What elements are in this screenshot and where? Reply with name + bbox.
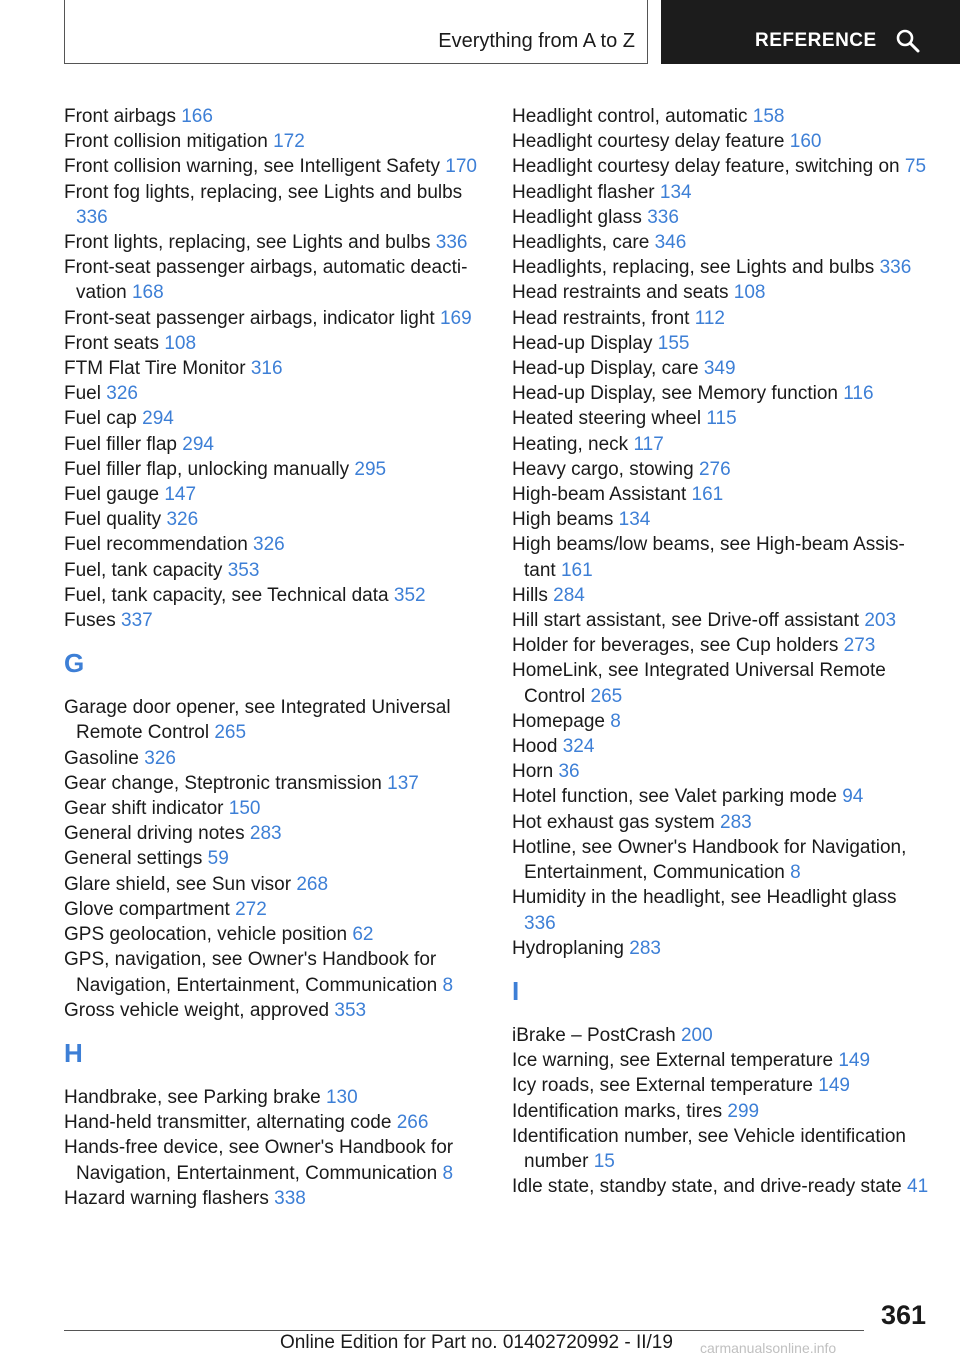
index-entry-page-link[interactable]: 324 [562, 736, 595, 758]
index-entry [64, 532, 484, 557]
index-entry-page-link[interactable]: 295 [354, 458, 387, 480]
header-section-box[interactable] [661, 0, 960, 64]
index-entry-text: FTM Flat Tire Monitor [64, 358, 246, 380]
index-entry-page-link[interactable]: 62 [352, 924, 374, 946]
index-entry [64, 1135, 484, 1185]
index-entry-text: HomeLink, see Integrated Universal Remote Control [512, 660, 886, 707]
index-column-left [64, 104, 484, 1211]
index-entry-text: Headlight courtesy delay feature [512, 131, 785, 153]
index-entry-text: Front lights, replacing, see Lights and bulbs [64, 232, 431, 254]
index-entry-text: Fuses [64, 610, 116, 632]
index-entry-page-link[interactable]: 336 [647, 206, 679, 228]
index-entry-text: Head-up Display, care [512, 358, 699, 380]
index-entry-text: Front-seat passenger airbags, automatic deacti-vation [64, 257, 468, 304]
index-entry-text: Gross vehicle weight, approved [64, 999, 330, 1021]
index-entry-text: Gear shift indicator [64, 798, 224, 820]
index-entry [512, 381, 932, 406]
index-entry-page-link[interactable]: 15 [593, 1150, 615, 1172]
index-entry [64, 998, 484, 1023]
index-entry-page-link[interactable]: 108 [164, 332, 197, 354]
index-entry-page-link[interactable]: 326 [106, 383, 138, 405]
index-entry-text: Ice warning, see External temperature [512, 1050, 834, 1072]
index-entry-page-link[interactable]: 8 [790, 862, 801, 884]
index-entry [64, 507, 484, 532]
index-entry-page-link[interactable]: 149 [838, 1050, 871, 1072]
index-entry [512, 1073, 932, 1098]
index-entry [512, 885, 932, 935]
index-entry-page-link[interactable]: 200 [680, 1024, 713, 1046]
index-entry [512, 129, 932, 154]
index-entry-page-link[interactable]: 349 [703, 358, 736, 380]
index-entry-page-link[interactable]: 352 [393, 584, 426, 606]
search-icon[interactable] [895, 28, 921, 54]
index-entry-text: Head-up Display [512, 332, 653, 354]
index-entry-page-link[interactable]: 134 [659, 181, 692, 203]
index-entry-text: Heavy cargo, stowing [512, 458, 694, 480]
index-entry [64, 381, 484, 406]
index-entry [512, 482, 932, 507]
index-entry-page-link[interactable]: 336 [524, 912, 556, 934]
index-entry-page-link[interactable]: 75 [904, 156, 927, 178]
index-entry-text: Fuel filler flap, unlocking manually [64, 458, 350, 480]
index-entry-text: Fuel, tank capacity [64, 559, 223, 581]
header-section-label: REFERENCE [755, 30, 877, 51]
index-entry [64, 1110, 484, 1135]
index-entry-text: Hotel function, see Valet parking mode [512, 786, 837, 808]
index-entry-text: Headlight control, automatic [512, 106, 748, 127]
index-entry [512, 633, 932, 658]
index-entry [512, 255, 932, 280]
index-entry [512, 1099, 932, 1124]
index-entry-page-link[interactable]: 265 [214, 722, 247, 744]
index-entry-page-link[interactable]: 326 [166, 509, 199, 531]
index-entry-text: Headlight courtesy delay feature, switching on [512, 156, 900, 178]
index-entry [512, 104, 932, 129]
index-entry-page-link[interactable]: 112 [694, 307, 725, 329]
index-entry [512, 432, 932, 457]
index-entry [64, 230, 484, 255]
index-entry [64, 306, 484, 331]
index-entry [64, 608, 484, 633]
index-entry [512, 280, 932, 305]
index-entry-text: Headlights, care [512, 232, 650, 254]
footer-divider [64, 1330, 864, 1331]
index-entry [64, 457, 484, 482]
index-entry [64, 558, 484, 583]
index-entry-text: Headlight flasher [512, 181, 655, 203]
index-entry [512, 784, 932, 809]
index-entry-page-link[interactable]: 283 [249, 823, 282, 845]
index-entry-page-link[interactable]: 161 [560, 559, 593, 581]
index-entry-text: Front collision mitigation [64, 131, 268, 153]
index-entry [512, 1048, 932, 1073]
index-entry [64, 432, 484, 457]
index-entry [64, 872, 484, 897]
index-entry [64, 746, 484, 771]
index-entry-text: Fuel [64, 383, 101, 405]
index-entry [512, 331, 932, 356]
index-entry [512, 507, 932, 532]
index-entry-text: Hills [512, 584, 548, 606]
index-entry [64, 1186, 484, 1211]
index-entry-page-link[interactable]: 8 [610, 710, 621, 732]
index-entry-page-link[interactable]: 336 [76, 206, 108, 228]
index-entry [64, 1085, 484, 1110]
index-entry [512, 734, 932, 759]
header-title-box [64, 0, 648, 64]
index-entry-text: Front-seat passenger airbags, indicator light [64, 307, 435, 329]
index-entry [64, 695, 484, 745]
index-entry [512, 1174, 932, 1199]
index-entry-page-link[interactable]: 336 [879, 257, 912, 279]
index-entry-text: Head restraints and seats [512, 282, 729, 304]
index-entry-text: Fuel quality [64, 509, 162, 531]
index-entry-text: Icy roads, see External temperature [512, 1075, 813, 1097]
index-entry-text: High-beam Assistant [512, 484, 687, 506]
footer-edition: Online Edition for Part no. 01402720992 - II/19 [280, 1332, 673, 1353]
index-entry [512, 810, 932, 835]
index-entry-page-link[interactable]: 160 [789, 131, 822, 153]
index-entry [64, 796, 484, 821]
index-entry-page-link[interactable]: 94 [842, 786, 864, 808]
index-entry-page-link[interactable]: 166 [181, 106, 213, 127]
index-section-letter: G [64, 648, 85, 679]
index-entry-page-link[interactable]: 316 [250, 358, 283, 380]
index-entry-text: GPS geolocation, vehicle position [64, 924, 348, 946]
index-entry-text: Hazard warning flashers [64, 1187, 269, 1209]
index-entry [64, 104, 484, 129]
index-entry-text: Horn [512, 761, 554, 783]
index-entry-text: Glare shield, see Sun visor [64, 873, 292, 895]
index-entry-page-link[interactable]: 168 [131, 282, 164, 304]
index-column-right [512, 104, 932, 1199]
index-entry-page-link[interactable]: 137 [387, 772, 419, 794]
index-entry-page-link[interactable]: 130 [325, 1086, 358, 1108]
index-entry-page-link[interactable]: 273 [843, 635, 876, 657]
index-entry-page-link[interactable]: 353 [227, 559, 260, 581]
index-entry-page-link[interactable]: 265 [590, 685, 623, 707]
index-entry-page-link[interactable]: 116 [843, 383, 874, 405]
index-entry [64, 846, 484, 871]
index-entry [64, 129, 484, 154]
index-entry-page-link[interactable]: 169 [439, 307, 472, 329]
index-entry-text: High beams [512, 509, 614, 531]
index-entry-text: Humidity in the headlight, see Headlight glass [512, 887, 897, 909]
index-entry-text: Fuel gauge [64, 484, 160, 506]
index-entry-text: Headlight glass [512, 206, 642, 228]
index-entry-text: Hydroplaning [512, 937, 624, 959]
index-entry-text: Fuel cap [64, 408, 137, 430]
header-title: Everything from A to Z [438, 30, 635, 52]
index-entry [64, 255, 484, 305]
page-number: 361 [880, 1300, 926, 1330]
index-entry-text: Identification number, see Vehicle identification number [512, 1125, 906, 1172]
index-entry-text: General settings [64, 848, 203, 870]
index-entry-page-link[interactable]: 36 [558, 761, 580, 783]
index-entry-page-link[interactable]: 326 [144, 747, 176, 769]
index-entry-text: Hot exhaust gas system [512, 811, 715, 833]
index-entry [64, 406, 484, 431]
index-entry-page-link[interactable]: 161 [691, 484, 724, 506]
index-entry-text: Heating, neck [512, 433, 629, 455]
index-entry-page-link[interactable]: 147 [164, 484, 197, 506]
index-entry-page-link[interactable]: 155 [657, 332, 690, 354]
index-entry-page-link[interactable]: 299 [727, 1100, 760, 1122]
index-entry-text: Front seats [64, 332, 160, 354]
index-section-letter: I [512, 975, 520, 1006]
index-entry [64, 482, 484, 507]
index-entry [64, 583, 484, 608]
index-entry-text: Garage door opener, see Integrated Universal Remote Control [64, 697, 451, 744]
index-entry-page-link[interactable]: 294 [182, 433, 214, 455]
index-entry-text: Headlights, replacing, see Lights and bulbs [512, 257, 875, 279]
index-entry-page-link[interactable]: 346 [654, 232, 687, 254]
index-entry [512, 583, 932, 608]
index-entry-page-link[interactable]: 8 [442, 974, 454, 996]
index-entry-text: Handbrake, see Parking brake [64, 1086, 321, 1108]
index-entry-page-link[interactable]: 150 [228, 798, 261, 820]
index-entry-text: High beams/low beams, see High-beam Assis-tant [512, 534, 905, 581]
index-entry [512, 154, 932, 179]
index-entry-text: Hood [512, 736, 558, 758]
index-entry [512, 205, 932, 230]
index-entry-page-link[interactable]: 283 [720, 811, 752, 833]
index-entry [64, 771, 484, 796]
index-entry [512, 608, 932, 633]
index-entry-page-link[interactable]: 117 [633, 433, 664, 455]
index-entry-page-link[interactable]: 276 [698, 458, 731, 480]
index-entry-text: Front fog lights, replacing, see Lights and bulbs [64, 181, 463, 203]
index-entry-text: Head restraints, front [512, 307, 690, 329]
index-entry [512, 306, 932, 331]
index-entry [512, 230, 932, 255]
index-entry-page-link[interactable]: 203 [864, 610, 897, 632]
index-entry [512, 180, 932, 205]
index-entry-page-link[interactable]: 41 [907, 1176, 929, 1198]
index-entry [64, 821, 484, 846]
index-entry [64, 356, 484, 381]
index-entry-page-link[interactable]: 266 [396, 1112, 429, 1134]
index-entry [512, 1023, 932, 1048]
index-entry-page-link[interactable]: 338 [274, 1187, 306, 1209]
index-entry [64, 331, 484, 356]
index-entry-text: Fuel filler flap [64, 433, 177, 455]
index-section-letter: H [64, 1037, 83, 1068]
index-entry-text: Idle state, standby state, and drive-ready state [512, 1176, 902, 1198]
index-entry-page-link[interactable]: 59 [207, 848, 229, 870]
index-entry-page-link[interactable]: 172 [273, 131, 305, 153]
index-entry-page-link[interactable]: 115 [706, 408, 737, 430]
index-entry-page-link[interactable]: 337 [121, 610, 153, 632]
index-entry [512, 759, 932, 784]
index-entry [64, 154, 484, 179]
index-entry [512, 1124, 932, 1174]
index-entry-page-link[interactable]: 149 [818, 1075, 850, 1097]
index-entry-text: Hotline, see Owner's Handbook for Navigation, Entertainment, Communication [512, 836, 907, 884]
index-entry-page-link[interactable]: 336 [435, 232, 468, 254]
watermark: carmanualsonline.info [700, 1340, 837, 1356]
index-entry [512, 658, 932, 708]
index-entry [512, 532, 932, 582]
index-entry-text: Fuel recommendation [64, 534, 248, 556]
index-entry-text: Gear change, Steptronic transmission [64, 772, 382, 794]
index-entry-text: Hand-held transmitter, alternating code [64, 1112, 392, 1134]
index-entry-page-link[interactable]: 8 [442, 1162, 454, 1184]
index-entry-page-link[interactable]: 134 [618, 509, 651, 531]
index-entry-text: Holder for beverages, see Cup holders [512, 635, 839, 657]
index-entry-text: Homepage [512, 710, 605, 732]
index-entry-text: Hill start assistant, see Drive-off assistant [512, 610, 860, 632]
index-entry-page-link[interactable]: 284 [553, 584, 585, 606]
index-entry-text: Front airbags [64, 106, 176, 127]
index-entry-page-link[interactable]: 268 [296, 873, 329, 895]
index-entry-text: General driving notes [64, 823, 245, 845]
index-entry [512, 835, 932, 885]
index-entry-text: Head-up Display, see Memory function [512, 383, 838, 405]
index-entry [512, 936, 932, 961]
index-entry [512, 406, 932, 431]
index-entry-page-link[interactable]: 158 [752, 106, 785, 127]
index-entry [64, 947, 484, 997]
index-entry-page-link[interactable]: 294 [142, 408, 174, 430]
index-entry-text: Glove compartment [64, 898, 230, 920]
index-entry-text: Identification marks, tires [512, 1100, 723, 1122]
index-entry-text: Front collision warning, see Intelligent Safety [64, 156, 440, 178]
index-entry [64, 180, 484, 230]
index-entry-text: Hands-free device, see Owner's Handbook for Navigation, Entertainment, Communication [64, 1137, 454, 1184]
index-entry-page-link[interactable]: 353 [334, 999, 367, 1021]
index-entry [64, 922, 484, 947]
index-entry-text: GPS, navigation, see Owner's Handbook for Navigation, Entertainment, Communication [64, 949, 438, 996]
index-entry-page-link[interactable]: 283 [629, 937, 661, 959]
index-entry-text: Gasoline [64, 747, 139, 769]
index-entry [512, 356, 932, 381]
index-entry-page-link[interactable]: 108 [733, 282, 766, 304]
index-entry-text: Fuel, tank capacity, see Technical data [64, 584, 389, 606]
index-entry-text: Heated steering wheel [512, 408, 702, 430]
index-entry-page-link[interactable]: 272 [235, 898, 267, 920]
index-entry-page-link[interactable]: 170 [445, 156, 477, 178]
index-entry [64, 897, 484, 922]
index-entry-text: iBrake – PostCrash [512, 1024, 676, 1046]
index-entry [512, 709, 932, 734]
index-entry [512, 457, 932, 482]
index-entry-page-link[interactable]: 326 [253, 534, 285, 556]
